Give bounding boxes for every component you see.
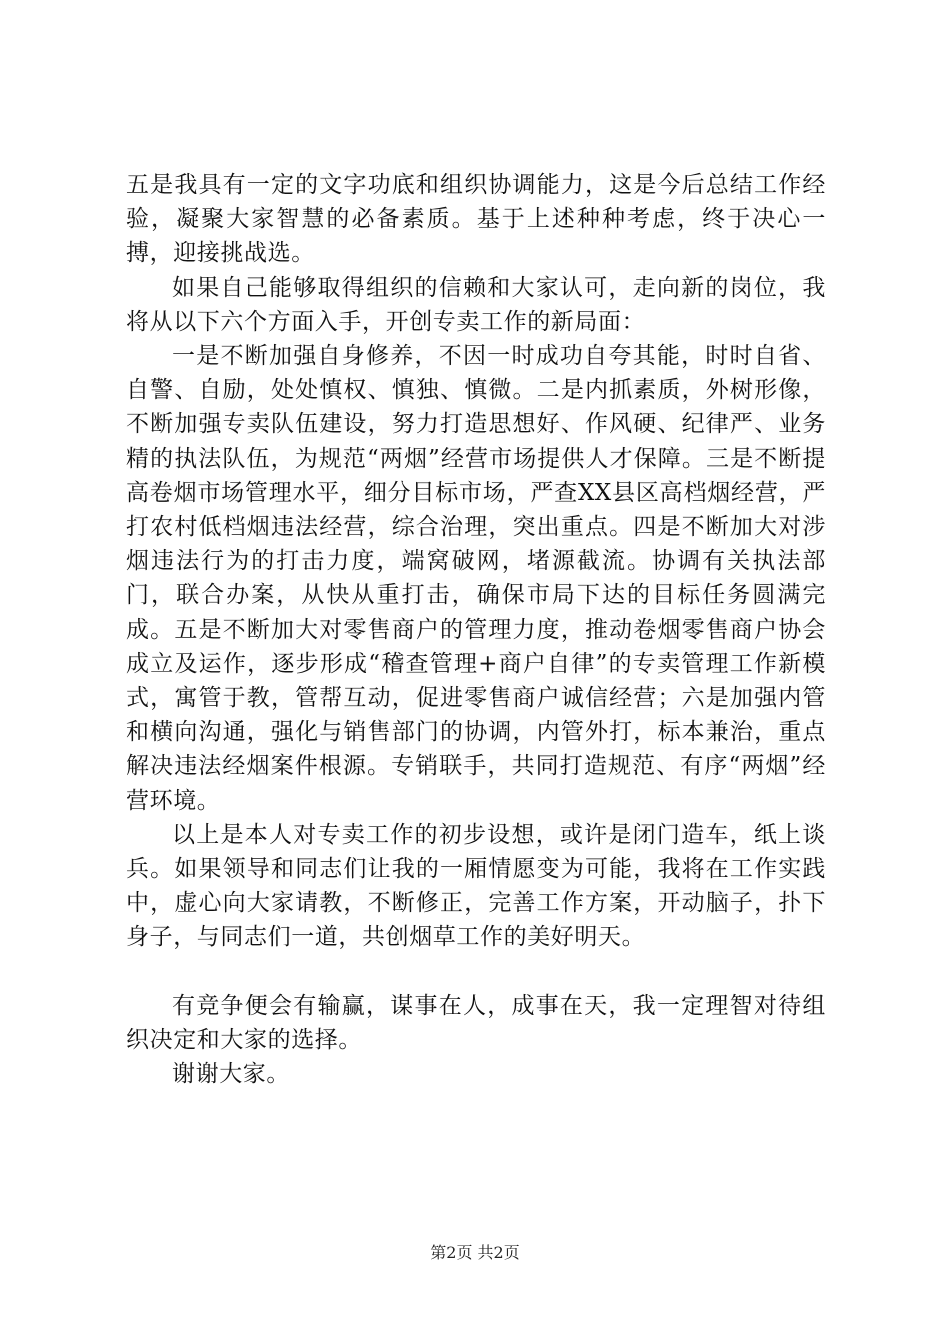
paragraph-qualification: 五是我具有一定的文字功底和组织协调能力，这是今后总结工作经验，凝聚大家智慧的必备素质。基于上述种种考虑，终于决心一搏，迎接挑战选。 xyxy=(126,172,826,267)
paragraph-summary: 以上是本人对专卖工作的初步设想，或许是闭门造车，纸上谈兵。如果领导和同志们让我的一厢情愿变为可能，我将在工作实践中，虚心向大家请教，不断修正，完善工作方案，开动脑子，扑下身子，与同志们一道，共创烟草工作的美好明天。 xyxy=(126,821,826,951)
paragraph-spacer xyxy=(126,955,826,989)
paragraph-six-measures: 一是不断加强自身修养，不因一时成功自夸其能，时时自省、自警、自励，处处慎权、慎独、慎微。二是内抓素质，外树形像，不断加强专卖队伍建设，努力打造思想好、作风硬、纪律严、业务精的执法队伍，为规范“两烟”经营市场提供人才保障。三是不断提高卷烟市场管理水平，细分目标市场，严查XX县区高档烟经营，严打农村低档烟违法经营，综合治理，突出重点。四是不断加大对涉烟违法行为的打击力度，端窝破网，堵源截流。协调有关执法部门，联合办案，从快从重打击，确保市局下达的目标任务圆满完成。五是不断加大对零售商户的管理力度，推动卷烟零售商户协会成立及运作，逐步形成“稽查管理+商户自律”的专卖管理工作新模式，寓管于教，管帮互动，促进零售商户诚信经营；六是加强内管和横向沟通，强化与销售部门的协调，内管外打，标本兼治，重点解决违法经烟案件根源。专销联手，共同打造规范、有序“两烟”经营环境。 xyxy=(126,343,826,814)
paragraph-thanks: 谢谢大家。 xyxy=(172,1061,290,1088)
page-number-footer: 第2页 共2页 xyxy=(430,1243,520,1262)
paragraph-closing: 有竞争便会有输赢，谋事在人，成事在天，我一定理智对待组织决定和大家的选择。 xyxy=(126,992,826,1053)
paragraph-intent: 如果自己能够取得组织的信赖和大家认可，走向新的岗位，我将从以下六个方面入手，开创专卖工作的新局面： xyxy=(126,274,826,335)
document-body xyxy=(126,168,826,1091)
